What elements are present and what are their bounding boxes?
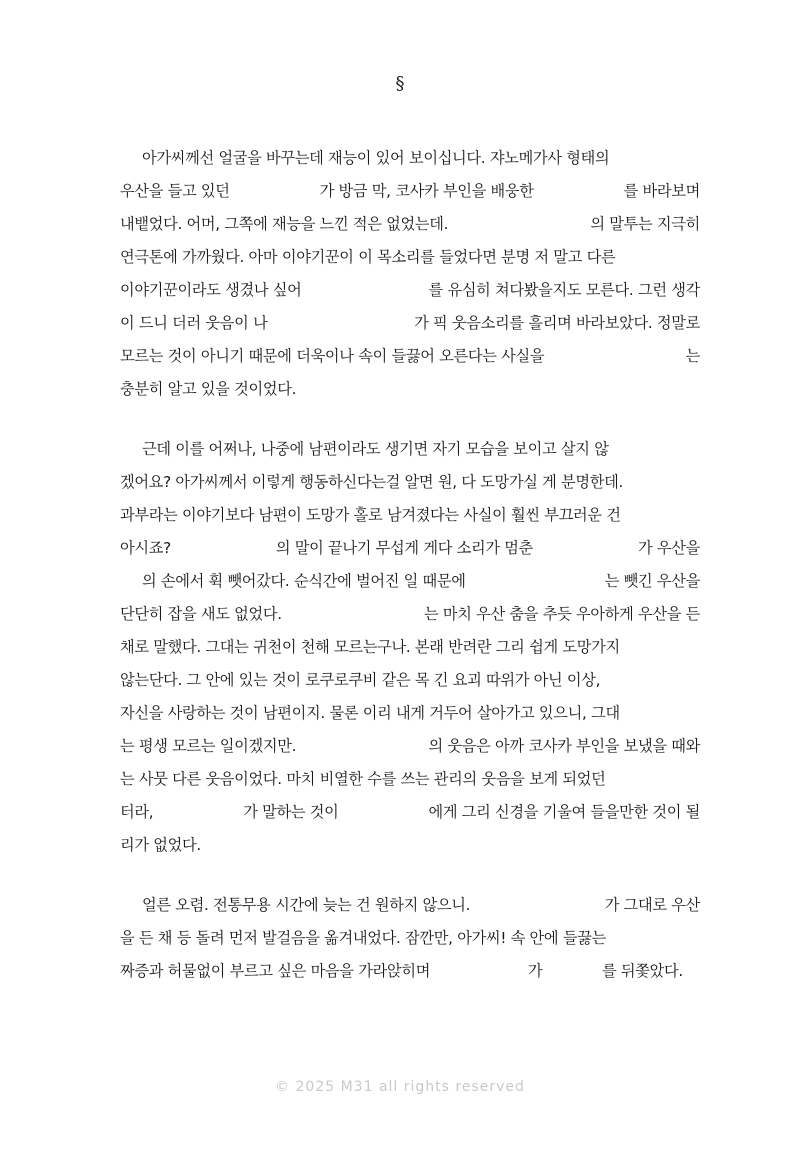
text-segment: 아시죠? xyxy=(120,539,171,557)
text-segment: 는 사뭇 다른 웃음이었다. 마치 비열한 수를 쓰는 관리의 웃음을 보게 되었던 xyxy=(120,770,606,788)
text-segment: 단단히 잡을 새도 없었다. xyxy=(120,605,282,623)
text-segment: 내뱉었다. 어머, 그쪽에 재능을 느낀 적은 없었는데. xyxy=(120,215,449,233)
text-line xyxy=(120,466,700,499)
text-line xyxy=(120,955,700,988)
text-line xyxy=(120,340,700,373)
text-segment: 의 웃음은 아까 코사카 부인을 보냈을 때와 xyxy=(428,737,700,755)
text-line xyxy=(120,889,700,922)
paragraph-gap xyxy=(120,862,700,889)
text-line xyxy=(120,241,700,274)
text-segment: 채로 말했다. 그대는 귀천이 천해 모르는구나. 본래 반려란 그리 쉽게 도망가지 xyxy=(120,638,620,656)
text-segment: 가 xyxy=(528,962,543,980)
text-segment: 가 방금 막, 코사카 부인을 배웅한 xyxy=(319,182,534,200)
text-segment: 짜증과 허물없이 부르고 싶은 마음을 가라앉히며 xyxy=(120,962,431,980)
text-segment: 를 뒤쫓았다. xyxy=(602,962,683,980)
text-line xyxy=(120,274,700,307)
text-segment: 아가씨께선 얼굴을 바꾸는데 재능이 있어 보이십니다. 쟈노메가사 형태의 xyxy=(142,149,610,167)
paragraph xyxy=(120,433,700,862)
body-text xyxy=(120,142,700,988)
text-line xyxy=(120,532,700,565)
text-segment: 는 마치 우산 춤을 추듯 우아하게 우산을 든 xyxy=(423,605,700,623)
text-line xyxy=(120,730,700,763)
text-line xyxy=(120,922,700,955)
text-segment: 의 손에서 휙 뺏어갔다. 순식간에 벌어진 일 때문에 xyxy=(142,572,466,590)
text-line xyxy=(120,631,700,664)
section-mark: § xyxy=(395,73,405,94)
text-segment: 이야기꾼이라도 생겼나 싶어 xyxy=(120,281,302,299)
text-line xyxy=(120,307,700,340)
text-line xyxy=(120,499,700,532)
text-segment: 모르는 것이 아니기 때문에 더욱이나 속이 들끓어 오른다는 사실을 xyxy=(120,347,545,365)
text-line xyxy=(120,829,700,862)
text-segment: 는 뺏긴 우산을 xyxy=(604,572,700,590)
text-line xyxy=(120,598,700,631)
text-segment: 근데 이를 어쩌나, 나중에 남편이라도 생기면 자기 모습을 보이고 살지 않 xyxy=(142,440,609,458)
text-segment: 가 말하는 것이 xyxy=(243,803,339,821)
text-segment: 가 픽 웃음소리를 흘리며 바라보았다. 정말로 xyxy=(414,314,700,332)
text-segment: 를 유심히 쳐다봤을지도 모른다. 그런 생각 xyxy=(428,281,700,299)
text-segment: 에게 그리 신경을 기울여 들을만한 것이 될 xyxy=(428,803,700,821)
text-line xyxy=(120,763,700,796)
text-segment: 는 xyxy=(685,347,700,365)
copyright-footer: © 2025 M31 all rights reserved xyxy=(275,1079,525,1095)
text-segment: 의 말이 끝나기 무섭게 게다 소리가 멈춘 xyxy=(275,539,533,557)
text-segment: 우산을 들고 있던 xyxy=(120,182,230,200)
text-segment: 을 든 채 등 돌려 먼저 발걸음을 옮겨내었다. 잠깐만, 아가씨! 속 안에 들끓는 xyxy=(120,929,606,947)
paragraph xyxy=(120,142,700,406)
text-line xyxy=(120,664,700,697)
text-segment: 얼른 오렴. 전통무용 시간에 늦는 건 원하지 않으니. xyxy=(142,896,471,914)
text-segment: 않는단다. 그 안에 있는 것이 로쿠로쿠비 같은 목 긴 요괴 따위가 아닌 이상, xyxy=(120,671,601,689)
text-line xyxy=(120,565,700,598)
text-line xyxy=(120,175,700,208)
text-segment: 리가 없었다. xyxy=(120,836,201,854)
text-segment: 이 드니 더러 웃음이 나 xyxy=(120,314,268,332)
text-line xyxy=(120,796,700,829)
text-segment: 충분히 알고 있을 것이었다. xyxy=(120,380,297,398)
text-segment: 는 평생 모르는 일이겠지만. xyxy=(120,737,297,755)
text-line xyxy=(120,208,700,241)
text-segment: 의 말투는 지극히 xyxy=(590,215,700,233)
text-segment: 터라, xyxy=(120,803,154,821)
text-segment: 연극톤에 가까웠다. 아마 이야기꾼이 이 목소리를 들었다면 분명 저 말고 다른 xyxy=(120,248,616,266)
text-line xyxy=(120,697,700,730)
text-segment: 가 우산을 xyxy=(637,539,700,557)
text-segment: 가 그대로 우산 xyxy=(604,896,700,914)
paragraph-gap xyxy=(120,406,700,433)
text-line xyxy=(120,142,700,175)
text-segment: 과부라는 이야기보다 남편이 도망가 홀로 남겨졌다는 사실이 훨씬 부끄러운 건 xyxy=(120,506,621,524)
text-segment: 자신을 사랑하는 것이 남편이지. 물론 이리 내게 거두어 살아가고 있으니, 그대 xyxy=(120,704,620,722)
text-line xyxy=(120,373,700,406)
text-segment: 를 바라보며 xyxy=(623,182,700,200)
text-line xyxy=(120,433,700,466)
text-segment: 겠어요? 아가씨께서 이렇게 행동하신다는걸 알면 원, 다 도망가실 게 분명한데. xyxy=(120,473,624,491)
paragraph xyxy=(120,889,700,988)
